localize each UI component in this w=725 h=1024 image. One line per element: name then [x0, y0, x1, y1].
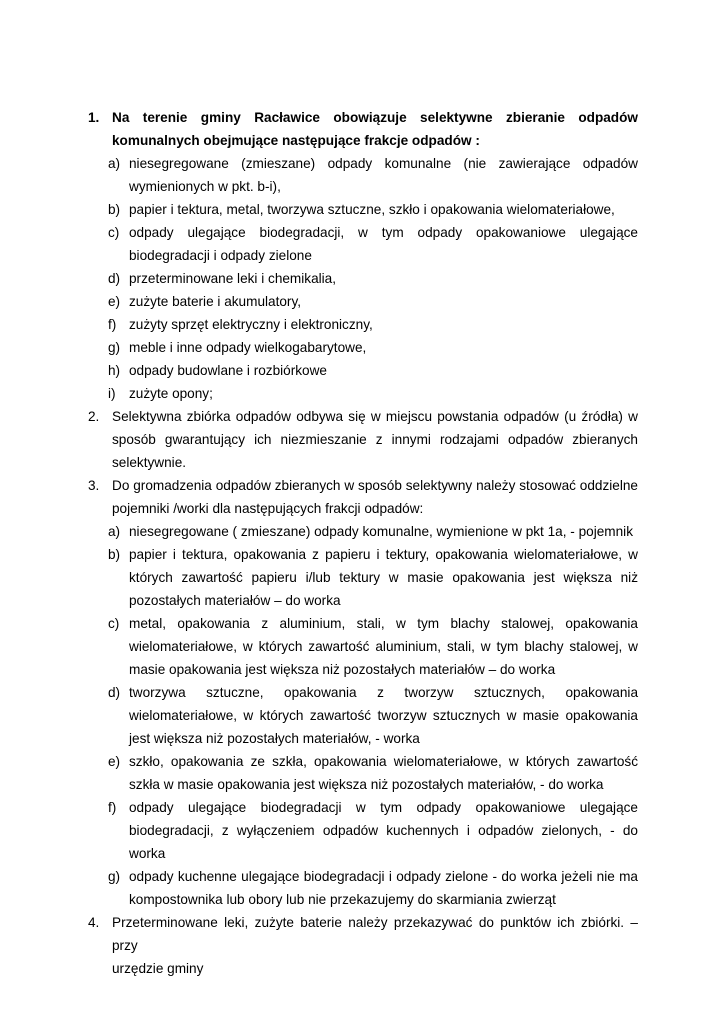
sub-item-1g: [88, 336, 638, 359]
sub-item-1b: [88, 198, 638, 221]
text-line: odpady budowlane i rozbiórkowe: [129, 363, 327, 378]
sub-letter: a): [108, 156, 121, 171]
sub-letter: i): [108, 386, 116, 401]
sub-item-1i: [88, 382, 638, 405]
document-content: [88, 106, 638, 980]
text-line: masie opakowania jest większa niż pozostałych materiałów – do worka: [129, 662, 556, 677]
sub-item-1c: [88, 221, 638, 267]
text-line: Selektywna zbiórka odpadów odbywa się w miejscu powstania odpadów (u źródła) w: [112, 409, 638, 424]
text-line: Na terenie gminy Racławice obowiązuje selektywne zbieranie odpadów: [112, 110, 638, 125]
list-number: 2.: [88, 409, 100, 424]
sub-letter: e): [108, 754, 121, 769]
text-line: papier i tektura, metal, tworzywa sztuczne, szkło i opakowania wielomateriałowe,: [129, 202, 615, 217]
sub-letter: c): [108, 225, 120, 240]
text-line: meble i inne odpady wielkogabarytowe,: [129, 340, 367, 355]
sub-letter: g): [108, 869, 121, 884]
list-item-4: [88, 911, 638, 980]
sub-letter: d): [108, 271, 121, 286]
sub-letter: c): [108, 616, 120, 631]
text-line: odpady kuchenne ulegające biodegradacji i odpady zielone - do worka jeżeli nie ma: [129, 869, 638, 884]
sub-item-3e: [88, 750, 638, 796]
text-line: biodegradacji i odpady zielone: [129, 248, 312, 263]
text-line: Przeterminowane leki, zużyte baterie należy przekazywać do punktów ich zbiórki. – przy: [112, 915, 638, 953]
text-line: odpady ulegające biodegradacji w tym odpady opakowaniowe ulegające: [129, 800, 638, 815]
sub-item-3f: [88, 796, 638, 865]
text-line: których zawartość papieru i/lub tektury w masie opakowania jest większa niż: [129, 570, 638, 585]
text-line: sposób gwarantujący ich niezmieszanie z innymi rodzajami odpadów zbieranych: [112, 432, 638, 447]
list-item-1: [88, 106, 638, 152]
text-line: niesegregowane ( zmieszane) odpady komunalne, wymienione w pkt 1a, - pojemnik: [129, 524, 633, 539]
text-line: niesegregowane (zmieszane) odpady komunalne (nie zawierające odpadów: [129, 156, 638, 171]
text-line: wielomateriałowe, w których zawartość tworzyw sztucznych w masie opakowania: [129, 708, 638, 723]
list-number: 4.: [88, 915, 100, 930]
text-line: szkło, opakowania ze szkła, opakowania wielomateriałowe, w których zawartość: [129, 754, 638, 769]
sub-letter: g): [108, 340, 121, 355]
text-line: biodegradacji, z wyłączeniem odpadów kuchennych i odpadów zielonych, - do worka: [129, 823, 638, 861]
text-line: metal, opakowania z aluminium, stali, w tym blachy stalowej, opakowania: [129, 616, 638, 631]
text-line: odpady ulegające biodegradacji, w tym odpady opakowaniowe ulegające: [129, 225, 638, 240]
text-line: wymienionych w pkt. b-i),: [129, 179, 281, 194]
list-item-3: [88, 474, 638, 520]
text-line: jest większa niż pozostałych materiałów, - worka: [129, 731, 420, 746]
list-number: 3.: [88, 478, 100, 493]
text-line: tworzywa sztuczne, opakowania z tworzyw sztucznych, opakowania: [129, 685, 638, 700]
sub-item-3c: [88, 612, 638, 681]
sub-letter: b): [108, 202, 121, 217]
sub-item-1f: [88, 313, 638, 336]
text-line: pozostałych materiałów – do worka: [129, 593, 341, 608]
text-line: zużyte opony;: [129, 386, 213, 401]
sub-letter: f): [108, 317, 117, 332]
sub-item-3d: [88, 681, 638, 750]
sub-item-3b: [88, 543, 638, 612]
sub-letter: e): [108, 294, 121, 309]
sub-item-1a: [88, 152, 638, 198]
text-line: urzędzie gminy: [112, 961, 204, 976]
list-item-2: [88, 405, 638, 474]
text-line: zużyte baterie i akumulatory,: [129, 294, 302, 309]
sub-letter: a): [108, 524, 121, 539]
text-line: wielomateriałowe, w których zawartość aluminium, stali, w tym blachy stalowej, w: [129, 639, 638, 654]
sub-item-1e: [88, 290, 638, 313]
text-line: pojemniki /worki dla następujących frakcji odpadów:: [112, 501, 424, 516]
sub-item-3a: [88, 520, 638, 543]
sub-item-1h: [88, 359, 638, 382]
text-line: przeterminowane leki i chemikalia,: [129, 271, 337, 286]
text-line: Do gromadzenia odpadów zbieranych w sposób selektywny należy stosować oddzielne: [112, 478, 638, 493]
list-number: 1.: [88, 110, 100, 125]
sub-letter: h): [108, 363, 121, 378]
sub-letter: b): [108, 547, 121, 562]
text-line: papier i tektura, opakowania z papieru i tektury, opakowania wielomateriałowe, w: [129, 547, 638, 562]
text-line: kompostownika lub obory lub nie przekazujemy do skarmiania zwierząt: [129, 892, 556, 907]
sub-letter: d): [108, 685, 121, 700]
text-line: komunalnych obejmujące następujące frakcje odpadów :: [112, 133, 480, 148]
text-line: zużyty sprzęt elektryczny i elektroniczny,: [129, 317, 373, 332]
text-line: szkła w masie opakowania jest większa niż pozostałych materiałów, - do worka: [129, 777, 604, 792]
sub-item-1d: [88, 267, 638, 290]
text-line: selektywnie.: [112, 455, 187, 470]
sub-letter: f): [108, 800, 117, 815]
sub-item-3g: [88, 865, 638, 911]
